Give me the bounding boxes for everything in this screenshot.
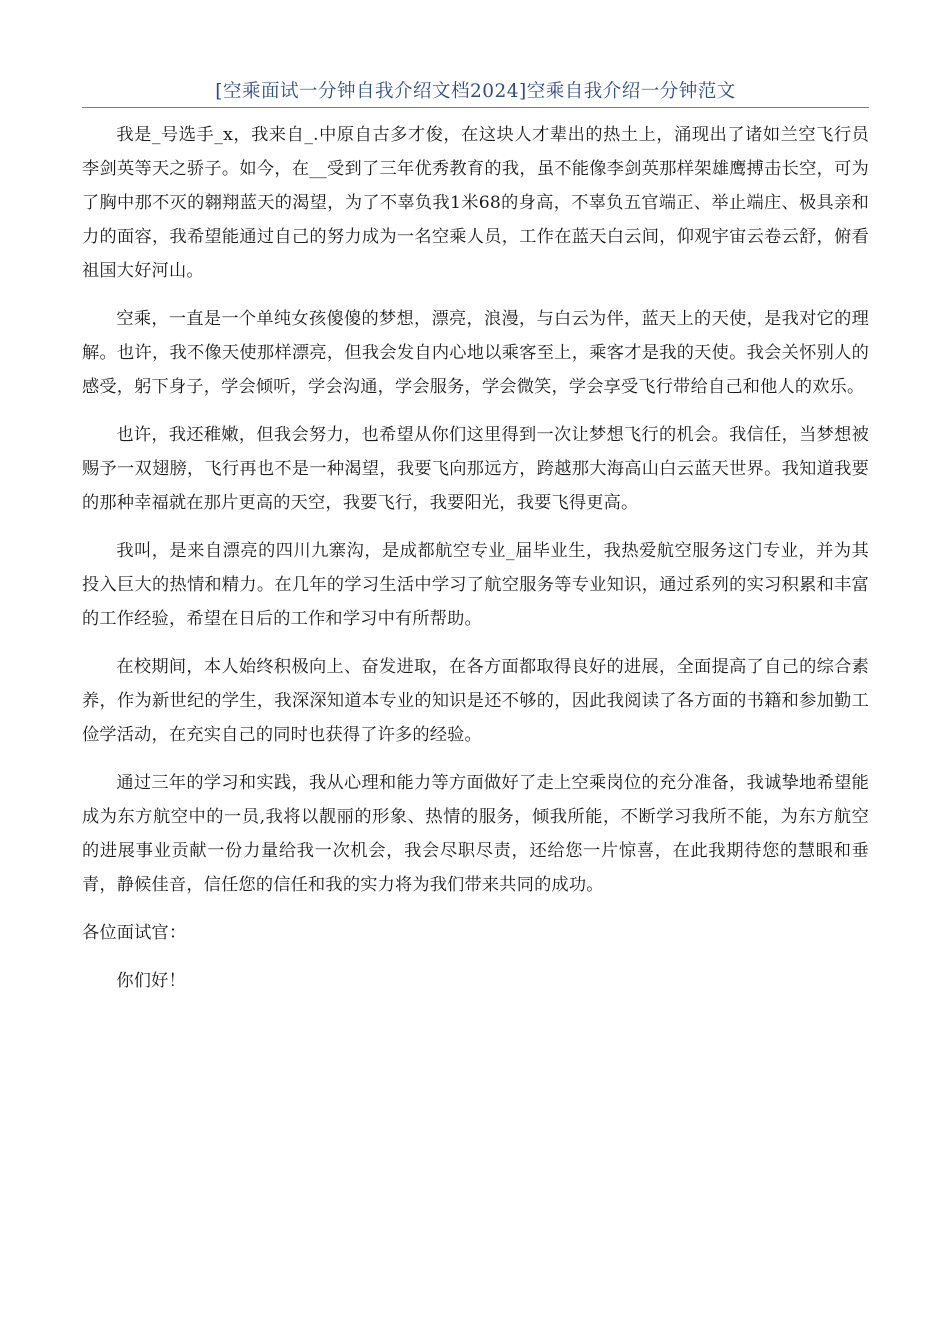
document-page — [82, 78, 869, 1012]
paragraph-5: 在校期间，本人始终积极向上、奋发进取，在各方面都取得良好的进展，全面提高了自己的综合素养，作为新世纪的学生，我深深知道本专业的知识是还不够的，因此我阅读了各方面的书籍和参加勤工俭学活动，在充实自己的同时也获得了许多的经验。 — [82, 657, 869, 745]
greeting: 你们好！ — [116, 971, 186, 991]
document-body — [82, 118, 869, 998]
salutation: 各位面试官： — [82, 923, 187, 943]
paragraph-4: 我叫，是来自漂亮的四川九寨沟，是成都航空专业_届毕业生，我热爱航空服务这门专业，并为其投入巨大的热情和精力。在几年的学习生活中学习了航空服务等专业知识，通过系列的实习积累和丰富的工作经验，希望在日后的工作和学习中有所帮助。 — [82, 541, 869, 629]
paragraph-2: 空乘，一直是一个单纯女孩傻傻的梦想，漂亮，浪漫，与白云为伴，蓝天上的天使，是我对它的理解。也许，我不像天使那样漂亮，但我会发自内心地以乘客至上，乘客才是我的天使。我会关怀别人的感受，躬下身子，学会倾听，学会沟通，学会服务，学会微笑，学会享受飞行带给自己和他人的欢乐。 — [82, 309, 869, 397]
paragraph-3: 也许，我还稚嫩，但我会努力，也希望从你们这里得到一次让梦想飞行的机会。我信任，当梦想被赐予一双翅膀，飞行再也不是一种渴望，我要飞向那远方，跨越那大海高山白云蓝天世界。我知道我要的那种幸福就在那片更高的天空，我要飞行，我要阳光，我要飞得更高。 — [82, 425, 869, 513]
paragraph-1: 我是_号选手_x，我来自_.中原自古多才俊，在这块人才辈出的热土上，涌现出了诸如兰空飞行员李剑英等天之骄子。如今，在__受到了三年优秀教育的我，虽不能像李剑英那样架雄鹰搏击长空，可为了胸中那不灭的翱翔蓝天的渴望，为了不辜负我1米68的身高，不辜负五官端正、举止端庄、极具亲和力的面容，我希望能通过自己的努力成为一名空乘人员，工作在蓝天白云间，仰观宇宙云卷云舒，俯看祖国大好河山。 — [82, 125, 869, 281]
document-title: [空乘面试一分钟自我介绍文档2024]空乘自我介绍一分钟范文 — [82, 78, 869, 108]
paragraph-6: 通过三年的学习和实践，我从心理和能力等方面做好了走上空乘岗位的充分准备，我诚挚地希望能成为东方航空中的一员,我将以靓丽的形象、热情的服务，倾我所能，不断学习我所不能，为东方航空的进展事业贡献一份力量给我一次机会，我会尽职尽责，还给您一片惊喜，在此我期待您的慧眼和垂青，静候佳音，信任您的信任和我的实力将为我们带来共同的成功。 — [82, 773, 869, 895]
